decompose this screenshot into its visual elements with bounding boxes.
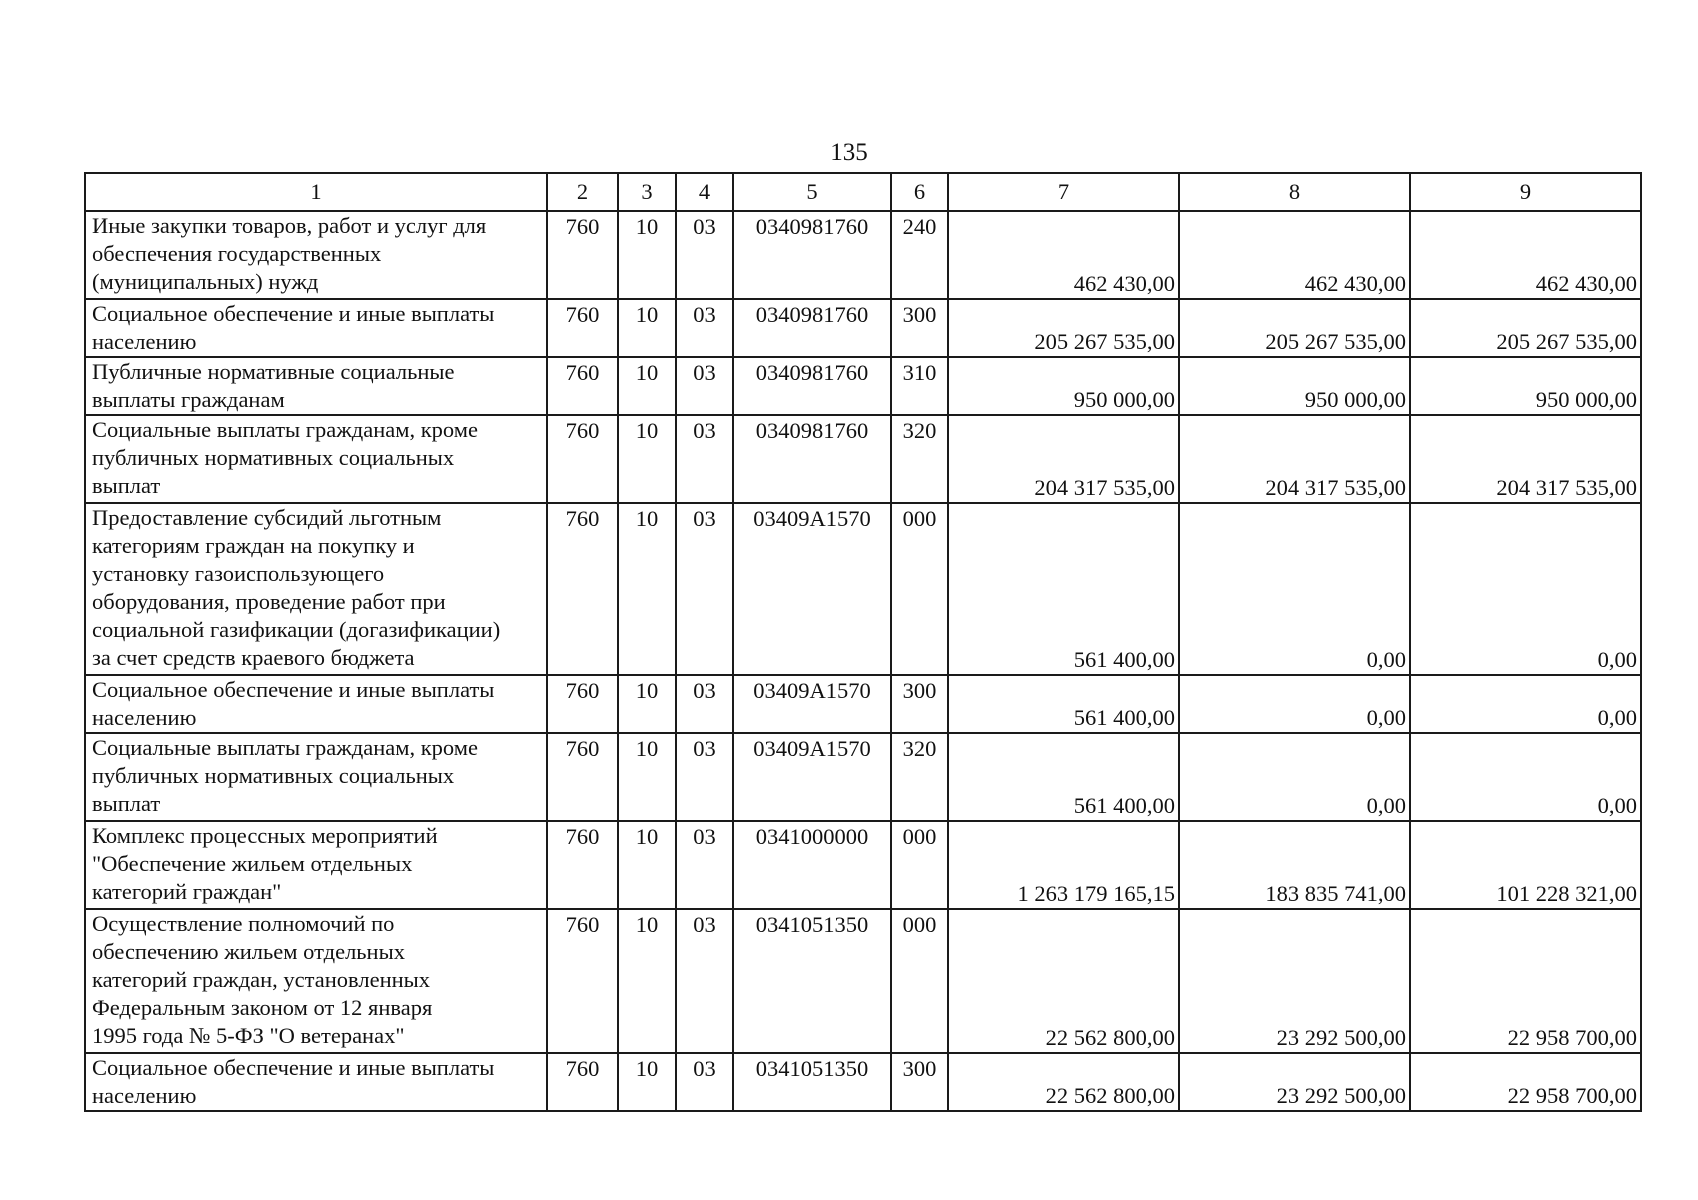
cell-target-article-text: 03409A1570 [753,736,871,761]
cell-amount-col7 [948,733,1179,821]
cell-subsection-code-text: 03 [693,214,716,239]
cell-description [85,675,547,733]
table-row [85,211,1641,299]
cell-description-text: Иные закупки товаров, работ и услуг для обеспечения государственных (муниципальных) нужд [92,213,487,294]
cell-description-text: Комплекс процессных мероприятий "Обеспечение жильем отдельных категорий граждан" [92,823,438,904]
cell-expense-type [891,909,948,1053]
cell-subsection-code [676,733,733,821]
cell-expense-type [891,1053,948,1111]
cell-amount-col8-text: 950 000,00 [1304,387,1406,412]
cell-subsection-code-text: 03 [693,506,716,531]
cell-target-article [733,211,891,299]
cell-target-article [733,675,891,733]
cell-description-text: Предоставление субсидий льготным категориям граждан на покупку и установку газоиспользующего оборудования, проведение работ при социальной газификации (догазификации) за счет средств краевого бюджета [92,505,501,670]
cell-amount-col8 [1179,503,1410,675]
cell-subsection-code-text: 03 [693,824,716,849]
cell-subsection-code [676,211,733,299]
cell-amount-col9-text: 205 267 535,00 [1496,329,1637,354]
cell-amount-col8-text: 23 292 500,00 [1276,1083,1406,1108]
cell-amount-col7-text: 950 000,00 [1073,387,1175,412]
cell-ministry-code-text: 760 [565,418,600,443]
cell-subsection-code [676,909,733,1053]
cell-target-article [733,503,891,675]
cell-subsection-code-text: 03 [693,1056,716,1081]
cell-amount-col8-text: 204 317 535,00 [1265,475,1406,500]
cell-amount-col9-text: 0,00 [1597,647,1637,672]
table-row [85,821,1641,909]
cell-ministry-code-text: 760 [565,360,600,385]
cell-subsection-code-text: 03 [693,418,716,443]
cell-subsection-code [676,1053,733,1111]
cell-ministry-code-text: 760 [565,214,600,239]
cell-amount-col7 [948,357,1179,415]
header-cell-2: 2 [547,173,618,211]
cell-expense-type-text: 320 [902,418,937,443]
cell-expense-type [891,733,948,821]
table-row [85,299,1641,357]
cell-subsection-code-text: 03 [693,736,716,761]
cell-ministry-code-text: 760 [565,736,600,761]
cell-subsection-code [676,415,733,503]
cell-amount-col9-text: 22 958 700,00 [1507,1025,1637,1050]
cell-subsection-code-text: 03 [693,302,716,327]
cell-expense-type-text: 320 [902,736,937,761]
cell-subsection-code [676,821,733,909]
cell-amount-col9 [1410,357,1641,415]
cell-description [85,415,547,503]
cell-description [85,909,547,1053]
cell-expense-type-text: 300 [902,678,937,703]
cell-ministry-code [547,1053,618,1111]
cell-amount-col8-text: 183 835 741,00 [1265,881,1406,906]
cell-section-code [618,503,676,675]
cell-expense-type-text: 000 [902,824,937,849]
cell-expense-type-text: 240 [902,214,937,239]
cell-amount-col9-text: 101 228 321,00 [1496,881,1637,906]
cell-target-article [733,357,891,415]
header-cell-4: 4 [676,173,733,211]
cell-ministry-code [547,733,618,821]
cell-amount-col8 [1179,821,1410,909]
cell-amount-col9-text: 204 317 535,00 [1496,475,1637,500]
cell-amount-col8-text: 0,00 [1366,705,1406,730]
cell-amount-col9 [1410,821,1641,909]
cell-description [85,357,547,415]
cell-expense-type-text: 000 [902,506,937,531]
cell-amount-col7 [948,909,1179,1053]
cell-amount-col7-text: 561 400,00 [1073,793,1175,818]
header-cell-5: 5 [733,173,891,211]
cell-expense-type [891,675,948,733]
table-row [85,909,1641,1053]
cell-target-article [733,299,891,357]
cell-expense-type [891,211,948,299]
cell-subsection-code [676,503,733,675]
cell-section-code [618,675,676,733]
cell-target-article [733,821,891,909]
cell-amount-col9 [1410,299,1641,357]
cell-target-article [733,909,891,1053]
cell-target-article-text: 0340981760 [755,418,869,443]
cell-expense-type-text: 310 [902,360,937,385]
cell-amount-col9-text: 0,00 [1597,705,1637,730]
cell-description [85,733,547,821]
cell-target-article-text: 0341051350 [755,1056,869,1081]
cell-section-code-text: 10 [635,736,659,761]
cell-expense-type-text: 300 [902,1056,937,1081]
cell-expense-type [891,503,948,675]
cell-description-text: Осуществление полномочий по обеспечению жильем отдельных категорий граждан, установленных Федеральным законом от 12 января 1995 года № 5-ФЗ "О ветеранах" [92,911,433,1048]
cell-amount-col7-text: 22 562 800,00 [1045,1083,1175,1108]
cell-section-code [618,211,676,299]
cell-amount-col8 [1179,211,1410,299]
cell-subsection-code [676,357,733,415]
cell-section-code-text: 10 [635,1056,659,1081]
cell-section-code [618,821,676,909]
cell-ministry-code [547,415,618,503]
cell-amount-col8-text: 0,00 [1366,647,1406,672]
table-row [85,503,1641,675]
cell-amount-col7-text: 561 400,00 [1073,705,1175,730]
cell-amount-col7 [948,299,1179,357]
cell-amount-col7 [948,1053,1179,1111]
cell-amount-col8-text: 462 430,00 [1304,271,1406,296]
cell-target-article-text: 0340981760 [755,360,869,385]
cell-target-article-text: 0340981760 [755,214,869,239]
cell-ministry-code [547,821,618,909]
cell-amount-col8 [1179,299,1410,357]
cell-ministry-code-text: 760 [565,678,600,703]
cell-amount-col7-text: 204 317 535,00 [1034,475,1175,500]
cell-amount-col8-text: 0,00 [1366,793,1406,818]
cell-ministry-code [547,357,618,415]
cell-amount-col9 [1410,675,1641,733]
header-cell-9: 9 [1410,173,1641,211]
cell-ministry-code [547,909,618,1053]
cell-section-code-text: 10 [635,678,659,703]
cell-section-code [618,415,676,503]
cell-amount-col9 [1410,415,1641,503]
cell-target-article-text: 03409A1570 [753,678,871,703]
cell-amount-col7-text: 462 430,00 [1073,271,1175,296]
cell-section-code-text: 10 [635,360,659,385]
cell-description-text: Публичные нормативные социальные выплаты гражданам [92,359,455,412]
cell-description [85,821,547,909]
cell-target-article [733,1053,891,1111]
cell-amount-col7 [948,503,1179,675]
cell-expense-type [891,357,948,415]
cell-target-article-text: 0341051350 [755,912,869,937]
cell-section-code [618,1053,676,1111]
cell-target-article-text: 0341000000 [755,824,869,849]
cell-amount-col8 [1179,1053,1410,1111]
cell-section-code [618,357,676,415]
cell-section-code-text: 10 [635,912,659,937]
cell-amount-col7-text: 22 562 800,00 [1045,1025,1175,1050]
cell-amount-col7-text: 561 400,00 [1073,647,1175,672]
cell-description [85,299,547,357]
cell-section-code-text: 10 [635,824,659,849]
cell-amount-col7 [948,415,1179,503]
header-cell-6: 6 [891,173,948,211]
cell-amount-col7 [948,821,1179,909]
cell-description [85,503,547,675]
cell-ministry-code [547,211,618,299]
page-number: 135 [830,139,868,166]
cell-section-code-text: 10 [635,418,659,443]
cell-target-article [733,733,891,821]
cell-ministry-code-text: 760 [565,302,600,327]
cell-amount-col9-text: 0,00 [1597,793,1637,818]
cell-description-text: Социальные выплаты гражданам, кроме публичных нормативных социальных выплат [92,735,478,816]
cell-amount-col8-text: 205 267 535,00 [1265,329,1406,354]
cell-amount-col9 [1410,733,1641,821]
cell-description-text: Социальное обеспечение и иные выплаты населению [92,301,495,354]
cell-ministry-code [547,503,618,675]
cell-expense-type [891,821,948,909]
header-row [85,173,1641,211]
cell-amount-col9-text: 462 430,00 [1535,271,1637,296]
cell-target-article [733,415,891,503]
cell-expense-type-text: 000 [902,912,937,937]
cell-ministry-code [547,675,618,733]
cell-amount-col8 [1179,415,1410,503]
cell-ministry-code-text: 760 [565,912,600,937]
cell-subsection-code-text: 03 [693,360,716,385]
cell-description-text: Социальные выплаты гражданам, кроме публичных нормативных социальных выплат [92,417,478,498]
header-cell-3: 3 [618,173,676,211]
table-row [85,733,1641,821]
cell-amount-col9 [1410,909,1641,1053]
table-row [85,1053,1641,1111]
header-cell-8: 8 [1179,173,1410,211]
cell-ministry-code-text: 760 [565,1056,600,1081]
cell-amount-col8 [1179,733,1410,821]
cell-amount-col7-text: 205 267 535,00 [1034,329,1175,354]
header-cell-7: 7 [948,173,1179,211]
cell-section-code [618,909,676,1053]
cell-ministry-code [547,299,618,357]
cell-section-code-text: 10 [635,214,659,239]
budget-table [84,172,1642,1112]
cell-amount-col9-text: 950 000,00 [1535,387,1637,412]
cell-amount-col8 [1179,675,1410,733]
cell-description [85,1053,547,1111]
cell-ministry-code-text: 760 [565,824,600,849]
cell-target-article-text: 0340981760 [755,302,869,327]
table-row [85,675,1641,733]
cell-amount-col9 [1410,1053,1641,1111]
cell-amount-col7-text: 1 263 179 165,15 [1017,881,1175,906]
cell-expense-type-text: 300 [902,302,937,327]
table-row [85,357,1641,415]
cell-subsection-code [676,675,733,733]
cell-amount-col8 [1179,909,1410,1053]
cell-subsection-code-text: 03 [693,912,716,937]
cell-section-code-text: 10 [635,302,659,327]
cell-amount-col9 [1410,211,1641,299]
cell-section-code [618,299,676,357]
cell-expense-type [891,415,948,503]
cell-amount-col9-text: 22 958 700,00 [1507,1083,1637,1108]
cell-expense-type [891,299,948,357]
header-cell-1: 1 [85,173,547,211]
cell-section-code-text: 10 [635,506,659,531]
table-row [85,415,1641,503]
cell-subsection-code-text: 03 [693,678,716,703]
cell-subsection-code [676,299,733,357]
cell-description-text: Социальное обеспечение и иные выплаты населению [92,1055,495,1108]
cell-amount-col9 [1410,503,1641,675]
cell-section-code [618,733,676,821]
cell-description [85,211,547,299]
cell-amount-col7 [948,675,1179,733]
cell-amount-col7 [948,211,1179,299]
cell-amount-col8 [1179,357,1410,415]
cell-amount-col8-text: 23 292 500,00 [1276,1025,1406,1050]
cell-target-article-text: 03409A1570 [753,506,871,531]
cell-description-text: Социальное обеспечение и иные выплаты населению [92,677,495,730]
cell-ministry-code-text: 760 [565,506,600,531]
